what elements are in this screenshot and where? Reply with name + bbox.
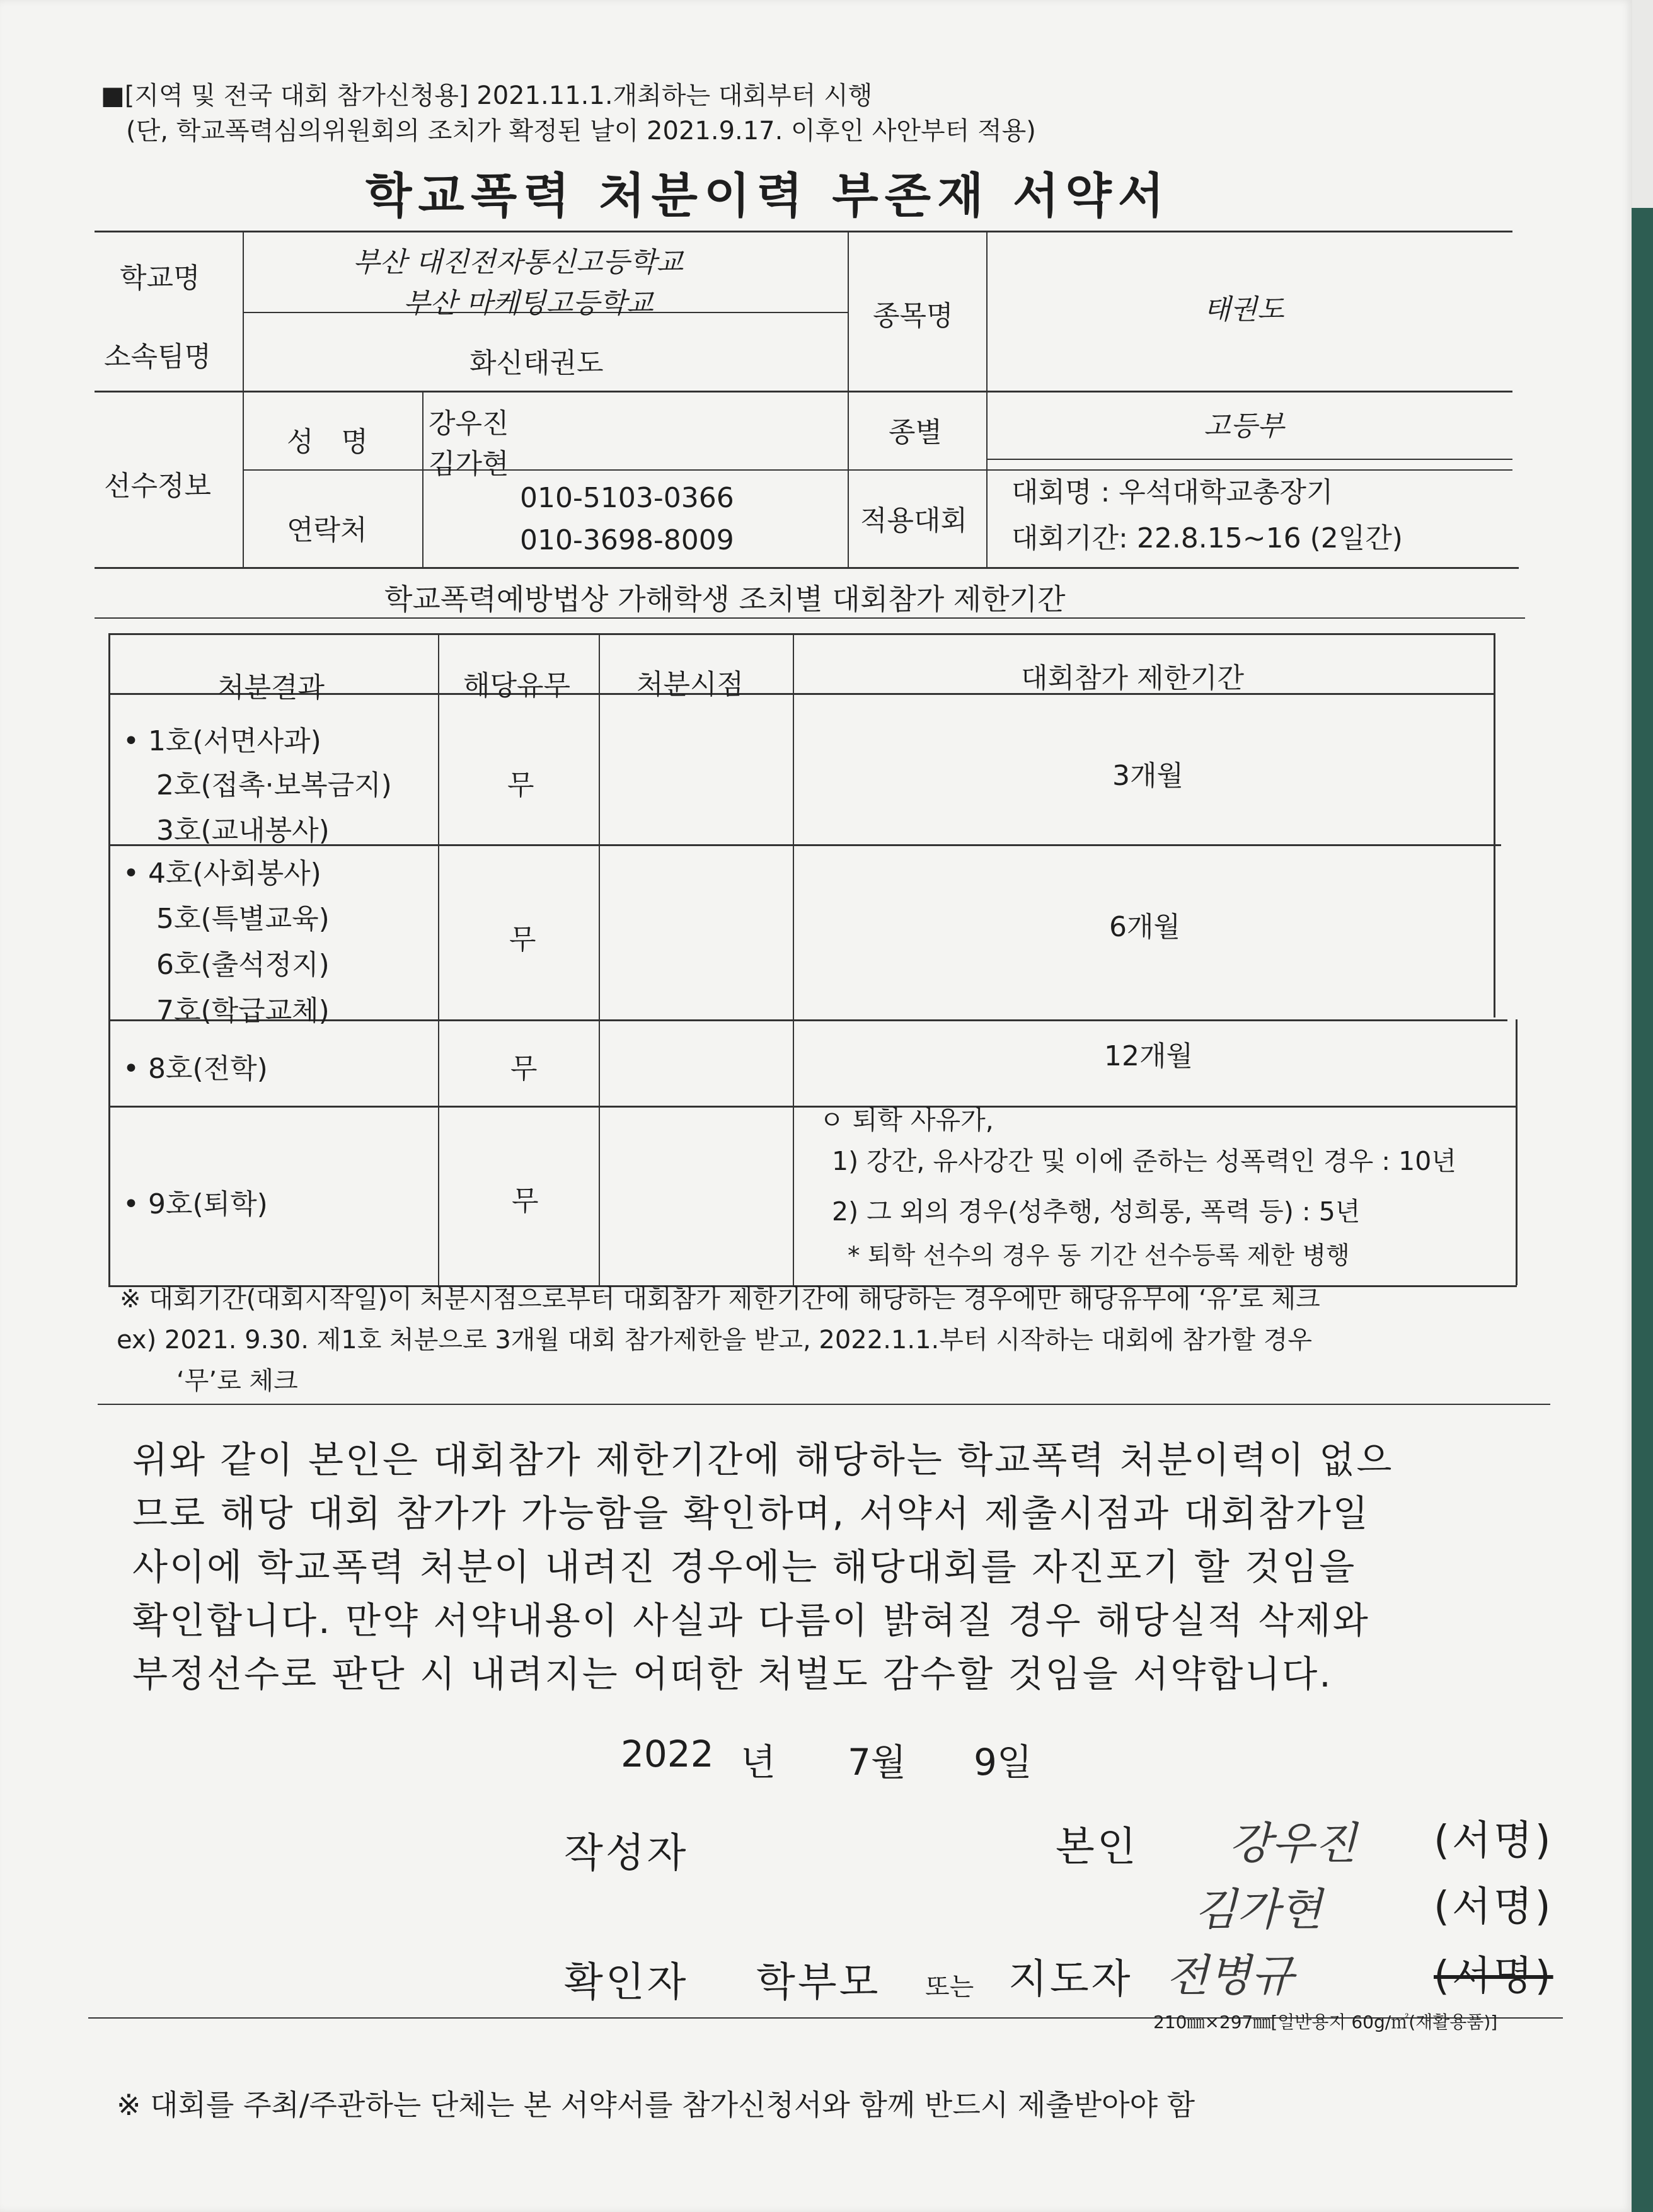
table-row-1-item: 2호(접촉·보복금지) bbox=[156, 769, 392, 801]
contact-value-2: 010-3698-8009 bbox=[520, 524, 734, 556]
table-row-4-period-line: 2) 그 외의 경우(성추행, 성희롱, 폭력 등) : 5년 bbox=[832, 1196, 1361, 1227]
table-row-4-period-line: * 퇴학 선수의 경우 동 기간 선수등록 제한 병행 bbox=[848, 1242, 1350, 1270]
table-row-2-item: 7호(학급교체) bbox=[156, 995, 330, 1027]
table-row-4-period-line: 1) 강간, 유사강간 및 이에 준하는 성폭력인 경우 : 10년 bbox=[832, 1146, 1456, 1176]
table-row-2-item: 6호(출석정지) bbox=[156, 949, 330, 981]
division-label: 종별 bbox=[889, 416, 943, 449]
name-value-2: 김가현 bbox=[429, 448, 509, 480]
division-value: 고등부 bbox=[1204, 410, 1284, 442]
team-value: 화신태권도 bbox=[469, 347, 604, 379]
table-vline bbox=[438, 633, 439, 1285]
confirmer-label: 확인자 bbox=[564, 1959, 689, 2006]
header-applicable: 해당유무 bbox=[463, 670, 571, 702]
info-vline bbox=[986, 231, 988, 567]
table-row-3-item: • 8호(전학) bbox=[123, 1053, 268, 1085]
table-row-4-period-line: ㅇ 퇴학 사유가, bbox=[819, 1105, 994, 1135]
parent-label: 학부모 bbox=[756, 1959, 881, 2006]
competition-name: 대회명 : 우석대학교총장기 bbox=[1011, 476, 1333, 508]
paper-spec: 210㎜×297㎜[일반용지 60g/㎡(재활용품)] bbox=[1153, 2012, 1498, 2032]
table-row-3-applicable: 무 bbox=[510, 1053, 538, 1085]
table-row-2-item: • 4호(사회봉사) bbox=[123, 857, 321, 890]
table-row-1-item: 3호(교내봉사) bbox=[156, 815, 330, 847]
notes-divider bbox=[98, 1404, 1550, 1405]
competition-label: 적용대회 bbox=[860, 505, 968, 537]
table-row-2-item: 5호(특별교육) bbox=[156, 903, 330, 935]
table-row-1-applicable: 무 bbox=[507, 769, 534, 801]
seal-mark: (서명) bbox=[1434, 1884, 1553, 1930]
notice-line-1: ■[지역 및 전국 대회 참가신청용] 2021.11.1.개최하는 대회부터 시행 bbox=[101, 81, 873, 110]
table-row-4-item: • 9호(퇴학) bbox=[123, 1188, 268, 1220]
name-label: 성 명 bbox=[287, 426, 369, 458]
self-label: 본인 bbox=[1056, 1824, 1139, 1871]
footer-note: ※ 대회를 주최/주관하는 단체는 본 서약서를 참가신청서와 함께 반드시 제출받아야 함 bbox=[117, 2088, 1195, 2122]
table-row-1-item: • 1호(서면사과) bbox=[123, 725, 321, 757]
table-vline bbox=[793, 633, 794, 1285]
info-vline bbox=[243, 231, 244, 567]
self-signature: 강우진 bbox=[1229, 1818, 1357, 1869]
pledge-line: 확인합니다. 만약 서약내용이 사실과 다름이 밝혀질 경우 해당실적 삭제와 bbox=[132, 1599, 1370, 1642]
name-value-1: 강우진 bbox=[429, 408, 509, 440]
info-table-bottom-border bbox=[95, 567, 1519, 569]
header-disposition-date: 처분시점 bbox=[636, 668, 744, 701]
table-vline bbox=[599, 633, 600, 1285]
info-divider bbox=[986, 459, 1512, 460]
table-row-4-applicable: 무 bbox=[512, 1185, 539, 1217]
event-label: 종목명 bbox=[873, 300, 953, 332]
pledge-line: 므로 해당 대회 참가가 가능함을 확인하며, 서약서 제출시점과 대회참가일 bbox=[132, 1492, 1370, 1535]
notice-line-2: (단, 학교폭력심의위원회의 조치가 확정된 날이 2021.9.17. 이후인 사안부터 적용) bbox=[126, 117, 1036, 146]
pledge-line: 위와 같이 본인은 대회참가 제한기간에 해당하는 학교폭력 처분이력이 없으 bbox=[132, 1438, 1394, 1481]
table-row-2-applicable: 무 bbox=[509, 924, 536, 956]
self-signature: 김가현 bbox=[1194, 1884, 1322, 1935]
school-label: 학교명 bbox=[120, 262, 200, 294]
event-value: 태권도 bbox=[1204, 294, 1284, 326]
date-year-unit: 년 bbox=[740, 1741, 776, 1784]
competition-period: 대회기간: 22.8.15~16 (2일간) bbox=[1011, 522, 1403, 554]
table-row-3-period: 12개월 bbox=[1104, 1040, 1193, 1072]
seal-mark: (서명) bbox=[1434, 1953, 1553, 2000]
date-day: 9일 bbox=[974, 1741, 1032, 1784]
table-vline bbox=[1516, 1019, 1518, 1285]
header-disposition: 처분결과 bbox=[217, 672, 325, 704]
writer-label: 작성자 bbox=[564, 1830, 689, 1877]
table-vline bbox=[1494, 633, 1495, 1017]
date-year: 2022 bbox=[621, 1733, 714, 1775]
background-edge bbox=[1632, 208, 1653, 2212]
note-3: ‘무’로 체크 bbox=[176, 1367, 298, 1395]
table-border bbox=[108, 633, 1495, 635]
pledge-line: 사이에 학교폭력 처분이 내려진 경우에는 해당대회를 자진포기 할 것임을 bbox=[132, 1545, 1357, 1588]
table-row-1-period: 3개월 bbox=[1112, 760, 1184, 792]
document-title: 학교폭력 처분이력 부존재 서약서 bbox=[366, 168, 1171, 224]
table-row-2-period: 6개월 bbox=[1109, 911, 1181, 943]
section-title: 학교폭력예방법상 가해학생 조치별 대회참가 제한기간 bbox=[384, 582, 1066, 616]
coach-label: 지도자 bbox=[1008, 1956, 1133, 2003]
pledge-line: 부정선수로 판단 시 내려지는 어떠한 처벌도 감수할 것임을 서약합니다. bbox=[132, 1653, 1333, 1695]
info-vline bbox=[422, 391, 423, 567]
table-vline bbox=[108, 633, 110, 1285]
info-divider bbox=[95, 391, 1512, 393]
school-value-1: 부산 대진전자통신고등학교 bbox=[353, 246, 684, 278]
table-border bbox=[108, 1106, 1517, 1108]
school-value-2: 부산 마케팅고등학교 bbox=[403, 287, 654, 319]
section-divider bbox=[95, 617, 1525, 619]
header-restriction-period: 대회참가 제한기간 bbox=[1021, 662, 1245, 694]
contact-value-1: 010-5103-0366 bbox=[520, 482, 734, 514]
coach-signature: 전병규 bbox=[1166, 1950, 1294, 2002]
info-vline bbox=[848, 231, 849, 567]
info-table-top-border bbox=[95, 231, 1512, 232]
player-info-label: 선수정보 bbox=[104, 470, 212, 502]
or-label: 또는 bbox=[925, 1973, 974, 2002]
note-1: ※ 대회기간(대회시작일)이 처분시점으로부터 대회참가 제한기간에 해당하는 경우에만 해당유무에 ‘유’로 체크 bbox=[120, 1285, 1320, 1314]
contact-label: 연락처 bbox=[287, 514, 367, 546]
note-2: ex) 2021. 9.30. 제1호 처분으로 3개월 대회 참가제한을 받고, 2022.1.1.부터 시작하는 대회에 참가할 경우 bbox=[117, 1326, 1313, 1355]
team-label: 소속팀명 bbox=[104, 341, 212, 373]
date-month: 7월 bbox=[848, 1741, 906, 1784]
seal-mark: (서명) bbox=[1434, 1818, 1553, 1864]
